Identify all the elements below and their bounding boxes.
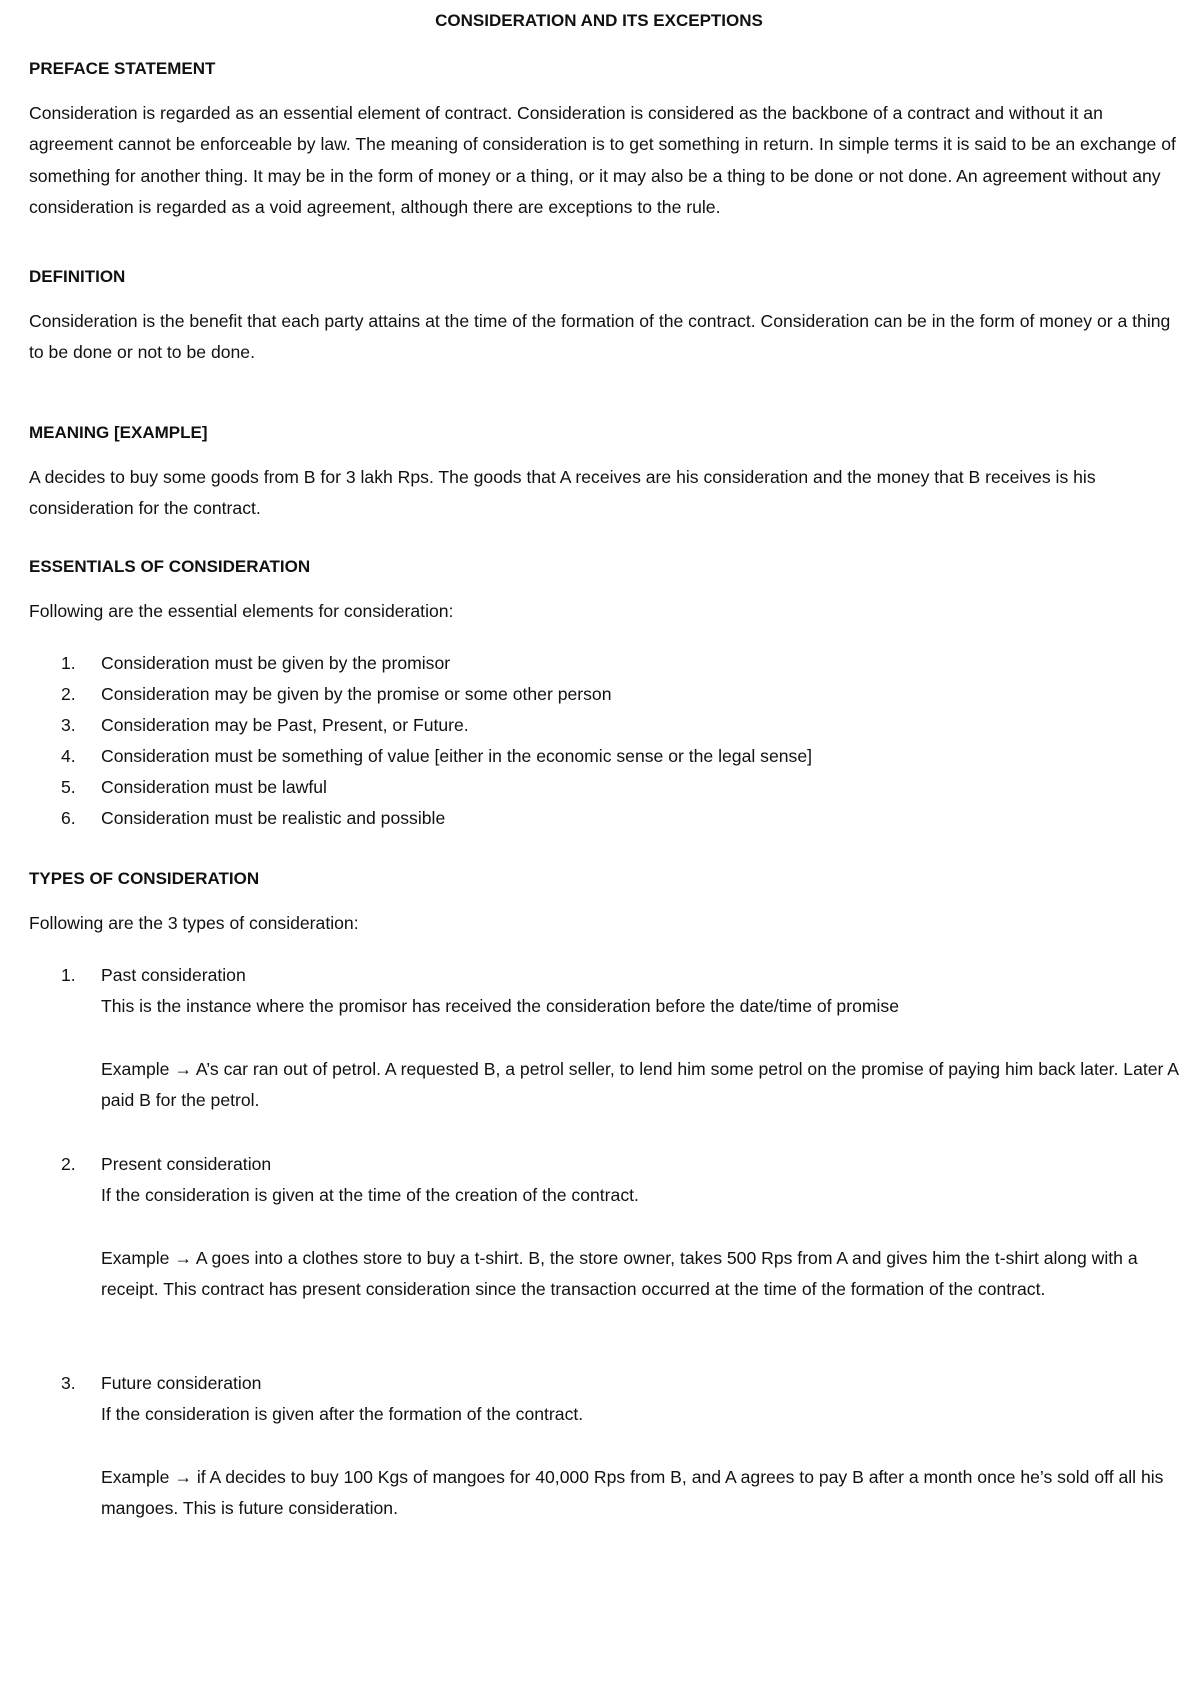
list-number: 4. (61, 746, 76, 766)
list-text: Consideration must be given by the promisor (101, 653, 451, 673)
definition-paragraph: Consideration is the benefit that each party attains at the time of the formation of the contract. Consideration can be in the form of money or a thing to be done or not to be done. (29, 311, 1171, 363)
list-number: 2. (61, 1154, 76, 1174)
example-text: A’s car ran out of petrol. A requested B, a petrol seller, to lend him some petrol on the promise of paying him back later. Later A paid B for the petrol. (101, 1058, 1179, 1110)
essentials-intro: Following are the essential elements for consideration: (29, 601, 454, 621)
list-number: 1. (61, 965, 76, 985)
type-example (101, 1243, 1191, 1306)
preface-paragraph: Consideration is regarded as an essential element of contract. Consideration is considered as the backbone of a contract and without it an agreement cannot be enforceable by law. The meaning of consideration is to get something in return. In simple terms it is said to be an exchange of something for another thing. It may be in the form of money or a thing, or it may also be a thing to be done or not done. An agreement without any consideration is regarded as a void agreement, although there are exceptions to the rule. (29, 103, 1176, 217)
list-number: 6. (61, 808, 76, 828)
example-text: if A decides to buy 100 Kgs of mangoes for 40,000 Rps from B, and A agrees to pay B after a month once he’s sold off all his mangoes. This is future consideration. (101, 1466, 1164, 1518)
type-description: If the consideration is given at the time of the creation of the contract. (101, 1185, 639, 1206)
types-heading: TYPES OF CONSIDERATION (29, 869, 260, 888)
example-text: A goes into a clothes store to buy a t-shirt. B, the store owner, takes 500 Rps from A and gives him the t-shirt along with a receipt. This contract has present consideration since the transaction occurred at the time of the formation of the contract. (101, 1247, 1138, 1299)
list-text: Consideration must be something of value [either in the economic sense or the legal sense] (101, 746, 813, 766)
list-text: Consideration must be lawful (101, 777, 327, 797)
example-label: Example → (101, 1247, 192, 1268)
meaning-heading: MEANING [EXAMPLE] (29, 423, 208, 442)
type-name: Past consideration (101, 965, 246, 985)
list-text: Consideration may be given by the promise or some other person (101, 684, 612, 704)
type-name: Future consideration (101, 1373, 262, 1393)
list-text: Consideration must be realistic and possible (101, 808, 446, 828)
type-description: This is the instance where the promisor has received the consideration before the date/time of promise (101, 996, 899, 1017)
essentials-heading: ESSENTIALS OF CONSIDERATION (29, 557, 311, 576)
example-label: Example → (101, 1466, 192, 1487)
list-number: 3. (61, 1373, 76, 1393)
type-example (101, 1462, 1191, 1525)
list-number: 1. (61, 653, 76, 673)
type-description: If the consideration is given after the formation of the contract. (101, 1404, 584, 1425)
meaning-paragraph: A decides to buy some goods from B for 3 lakh Rps. The goods that A receives are his consideration and the money that B receives is his consideration for the contract. (29, 467, 1096, 519)
document-title: CONSIDERATION AND ITS EXCEPTIONS (435, 11, 763, 30)
type-example (101, 1054, 1191, 1117)
definition-heading: DEFINITION (29, 267, 126, 286)
example-label: Example → (101, 1058, 192, 1079)
types-intro: Following are the 3 types of consideration: (29, 913, 359, 933)
list-number: 2. (61, 684, 76, 704)
list-text: Consideration may be Past, Present, or Future. (101, 715, 469, 735)
list-number: 3. (61, 715, 76, 735)
list-number: 5. (61, 777, 76, 797)
preface-heading: PREFACE STATEMENT (29, 59, 216, 78)
type-name: Present consideration (101, 1154, 272, 1174)
